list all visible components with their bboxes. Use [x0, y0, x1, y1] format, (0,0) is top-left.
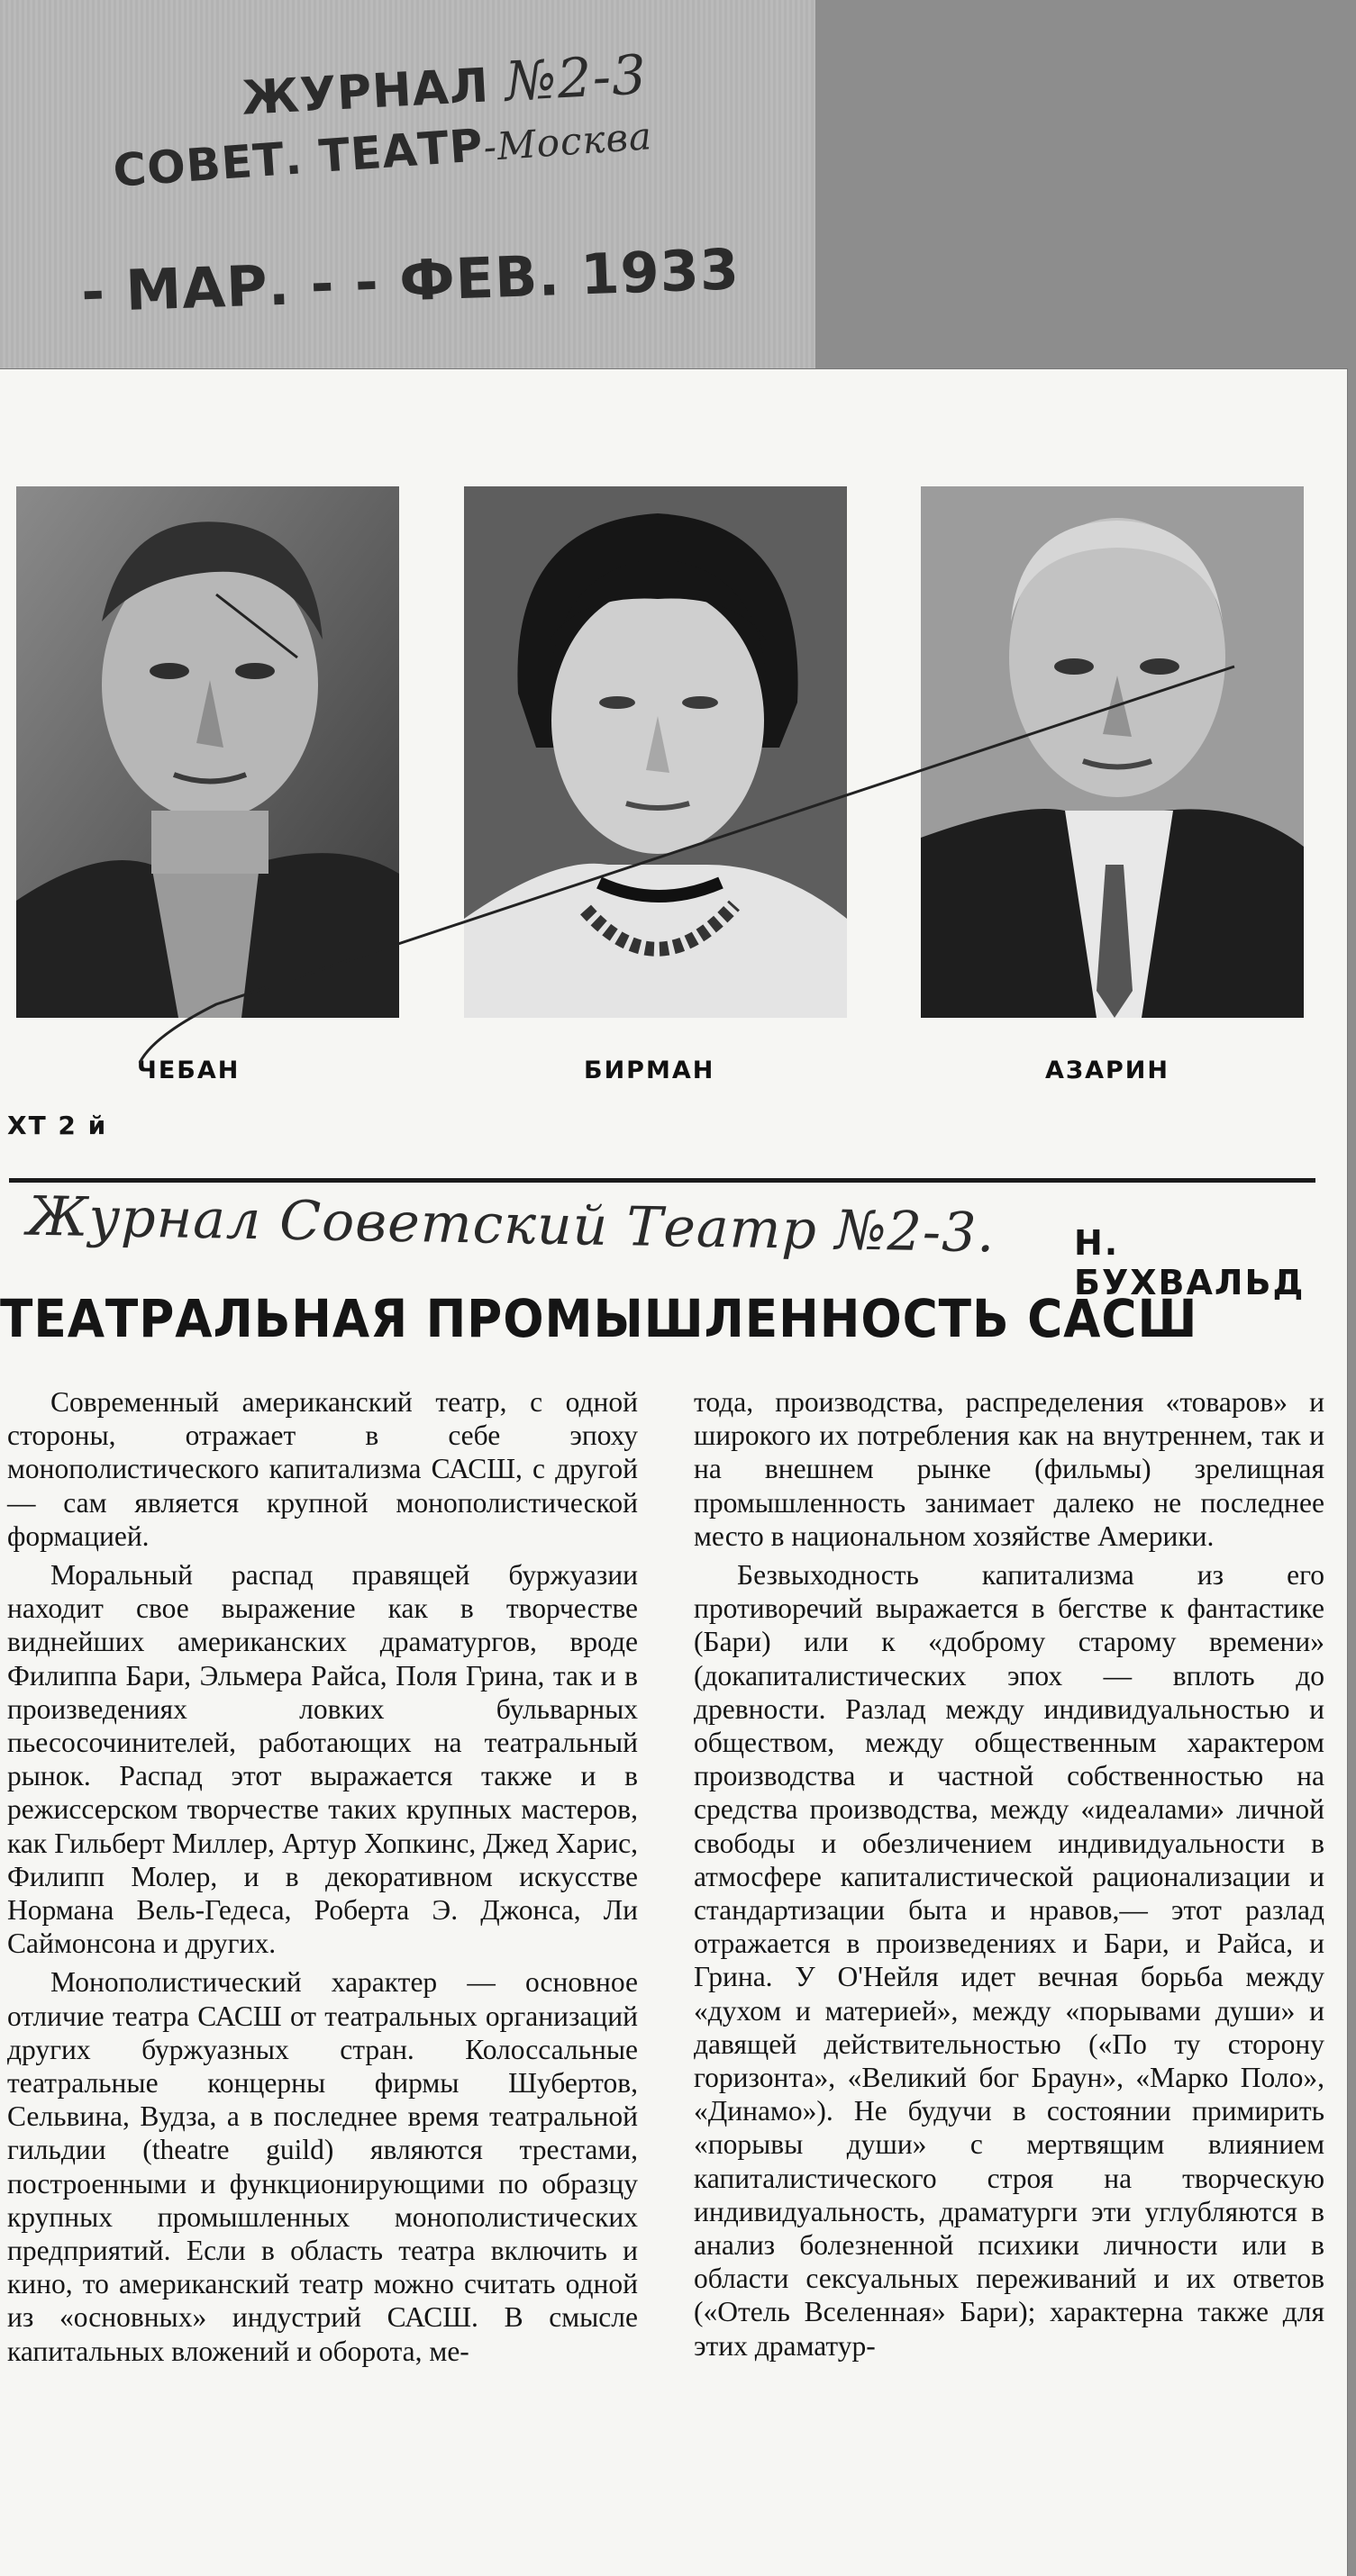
photo-caption-cheban: ЧЕБАН [137, 1057, 241, 1084]
stamp-issue-handwritten: №2-3 [503, 43, 649, 114]
stamp-publication: СОВЕТ. ТЕАТР [111, 119, 486, 197]
paragraph: Современный американский театр, с одной стороны, отражает в себе эпоху монополистического капитализма САСШ, с другой — сам является крупной монополистической формацией. [7, 1386, 638, 1552]
handwritten-note: Журнал Советский Театр №2-3. [26, 1184, 997, 1265]
portrait-photo-azarin [921, 486, 1304, 1018]
article-author: Н. БУХВАЛЬД [1074, 1223, 1306, 1302]
portrait-photo-cheban [16, 486, 399, 1018]
photo-caption-birman: БИРМАН [584, 1057, 715, 1084]
photo-caption-azarin: АЗАРИН [1045, 1057, 1169, 1084]
theatre-label: ХТ 2 й [7, 1111, 108, 1140]
article-column-right [694, 1385, 1324, 2368]
stamp-journal: ЖУРНАЛ [240, 59, 491, 126]
stamp-date: - МАР. - - ФЕВ. 1933 [79, 236, 742, 325]
paragraph: Безвыходность капитализма из его противоречий выражается в бегстве к фантастике (Бари) или к «доброму старому времени» (докапиталистических эпох — вплоть до древности. Разлад между индивидуальностью и обществом, между общественным характером производства и частной собственностью на средства производства, между «идеалами» личной свободы и обезличением индивидуальности в атмосфере капиталистической рационализации и стандартизации быта и нравов,— этот разлад отражается в произведениях и Бари, и Райса, и Грина. У О'Нейля идет вечная борьба между «духом и материей», между «порывами души» и давящей действительностью («По ту сторону горизонта», «Великий бог Браун», «Марко Поло», «Динамо»). Не будучи в состоянии примирить «порывы души» с мертвящим влиянием капиталистического строя на творческую индивидуальность, драматурги эти углубляются в анализ болезненной психики личности или в области сексуальных переживаний и их ответов («Отель Вселенная» Бари); характерна также для этих драматур- [694, 1559, 1324, 2362]
paragraph: Моральный распад правящей буржуазии находит свое выражение как в творчестве виднейших американских драматургов, вроде Филиппа Бари, Эльмера Райса, Поля Грина, так и в произведениях ловких бульварных пьесосочинителей, работающих на театральный рынок. Распад этот выражается также и в режиссерском творчестве таких крупных мастеров, как Гильберт Миллер, Артур Хопкинс, Джед Харис, Филипп Молер, и в декоративном искусстве Нормана Вель-Гедеса, Роберта Э. Джонса, Ли Саймонсона и других. [7, 1559, 638, 1960]
stamp-strip [0, 0, 815, 378]
stamp-city-handwritten: -Москва [481, 113, 654, 170]
portrait-photo-birman [464, 486, 847, 1018]
article-headline: ТЕАТРАЛЬНАЯ ПРОМЫШЛЕННОСТЬ САСШ [0, 1288, 1198, 1349]
stamp-line-2 [112, 107, 654, 197]
newspaper-clipping [0, 369, 1347, 2576]
article-column-left [7, 1385, 638, 2373]
paragraph: Монополистический характер — основное отличие театра САСШ от театральных организаций других буржуазных стран. Колоссальные театральные концерны фирмы Шубертов, Сельвина, Вудза, а в последнее время театральной гильдии (theatre guild) являются трестами, построенными и функционирующими по образцу крупных промышленных монополистических предприятий. Если в область театра включить и кино, то американский театр можно считать одной из «основных» индустрий САСШ. В смысле капитальных вложений и оборота, ме- [7, 1966, 638, 2367]
separator-rule [9, 1178, 1315, 1183]
paragraph: тода, производства, распределения «товаров» и широкого их потребления как на внутреннем, так и на внешнем рынке (фильмы) зрелищная промышленность занимает далеко не последнее место в национальном хозяйстве Америки. [694, 1386, 1324, 1552]
